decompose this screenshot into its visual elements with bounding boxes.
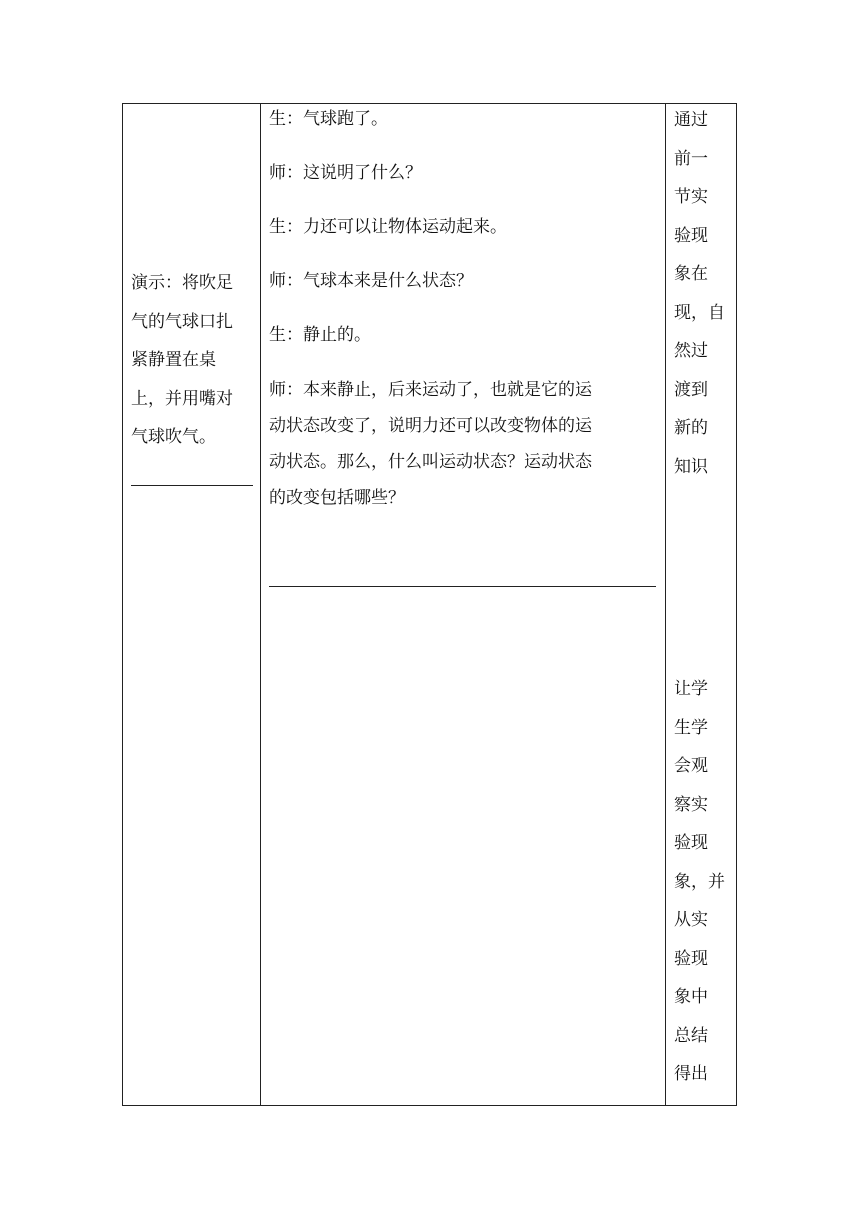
note-line: 验现 — [674, 948, 708, 969]
note-line: 生学 — [674, 717, 708, 738]
note-line: 象在 — [674, 264, 708, 284]
demo-cell — [123, 104, 260, 1105]
note-line: 验现 — [674, 225, 708, 246]
note-line: 验现 — [674, 833, 708, 853]
note-line: 让学 — [674, 679, 708, 699]
note-line: 得出 — [674, 1064, 708, 1084]
teacher-explanation — [269, 372, 659, 516]
dialogue-line: 生：静止的。 — [269, 325, 371, 345]
dialogue-cell — [261, 104, 665, 1105]
note-line: 现，自 — [674, 302, 725, 323]
note-line: 前一 — [674, 148, 708, 169]
demo-text — [131, 264, 253, 457]
demo-line: 气的气球口扎 — [131, 311, 233, 332]
note-line: 通过 — [674, 110, 708, 130]
note-line: 象中 — [674, 987, 708, 1007]
note-line: 会观 — [674, 756, 708, 776]
paragraph-line: 动状态。那么，什么叫运动状态？运动状态 — [269, 452, 592, 472]
note-line: 节实 — [674, 187, 708, 207]
paragraph-line: 师：本来静止，后来运动了，也就是它的运 — [269, 380, 592, 400]
paragraph-line: 的改变包括哪些？ — [269, 488, 405, 508]
demo-line: 上，并用嘴对 — [131, 388, 233, 409]
answer-blank-line — [269, 586, 656, 587]
design-note — [674, 670, 736, 1094]
answer-blank-line — [131, 485, 253, 486]
demo-line: 演示：将吹足 — [131, 273, 233, 293]
note-line: 渡到 — [674, 379, 708, 400]
note-line: 象，并 — [674, 871, 725, 892]
lesson-table — [122, 103, 737, 1106]
demo-line: 紧静置在桌 — [131, 350, 216, 370]
paragraph-line: 动状态改变了，说明力还可以改变物体的运 — [269, 416, 592, 436]
dialogue-line: 师：这说明了什么？ — [269, 163, 422, 183]
note-line: 察实 — [674, 794, 708, 815]
note-line: 新的 — [674, 418, 708, 438]
design-intent-cell — [666, 104, 737, 1105]
note-line: 知识 — [674, 456, 708, 477]
note-line: 总结 — [674, 1025, 708, 1046]
design-note — [674, 101, 736, 486]
note-line: 然过 — [674, 341, 708, 361]
demo-line: 气球吹气。 — [131, 427, 216, 447]
note-line: 从实 — [674, 910, 708, 930]
dialogue-line: 生：气球跑了。 — [269, 109, 388, 129]
dialogue-line: 师：气球本来是什么状态？ — [269, 271, 473, 291]
dialogue-line: 生：力还可以让物体运动起来。 — [269, 217, 507, 237]
